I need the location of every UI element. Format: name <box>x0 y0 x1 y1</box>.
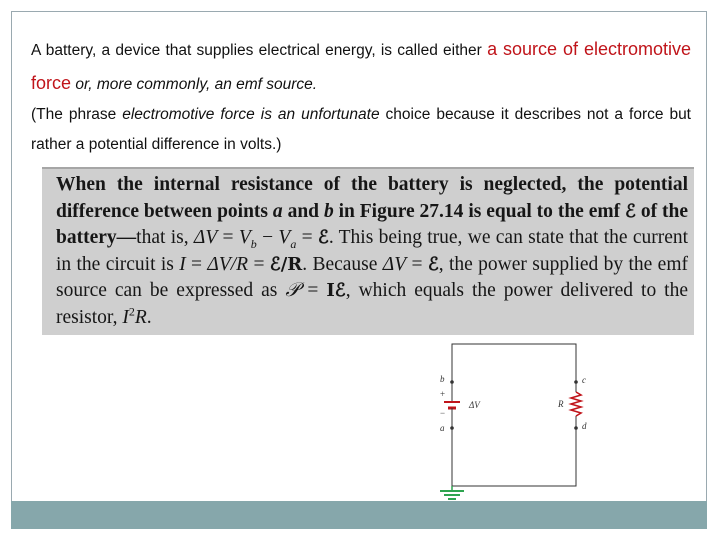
excerpt-sentence-2: . This being true, we can state that the current in the circuit is <box>56 227 689 275</box>
node-c <box>574 380 578 384</box>
excerpt-power-text: , the power supplied by the emf source can be expressed as <box>56 253 688 301</box>
excerpt-emf-after-eq: ℰ <box>317 227 329 248</box>
intro-text-after: or, more commonly, an emf source. <box>71 76 318 93</box>
note-rest: choice because it describes not a force but rather a potential difference in volts.) <box>31 106 691 153</box>
label-a: a <box>440 423 445 433</box>
excerpt-va: V <box>278 227 291 248</box>
label-plus: + <box>440 389 446 399</box>
node-a <box>450 426 454 430</box>
excerpt-point-a: a <box>272 200 283 222</box>
excerpt-eq4: = <box>248 253 270 275</box>
excerpt-minus: − <box>256 227 279 248</box>
excerpt-dash: — <box>116 227 137 248</box>
excerpt-end: . <box>146 306 152 328</box>
circuit-diagram <box>430 336 610 506</box>
excerpt-eq6: = <box>299 280 327 301</box>
excerpt-eq2: = <box>296 227 318 248</box>
excerpt-point-b: b <box>323 200 334 222</box>
excerpt-r: R <box>134 306 147 328</box>
excerpt-bold-lead: When the internal resistance of the battery is neglected, the potential difference between points <box>56 174 688 222</box>
excerpt-of-battery: of the battery <box>56 200 688 248</box>
resistor-zigzag <box>571 392 581 416</box>
excerpt-that-is: that is, <box>136 227 194 248</box>
excerpt-sup-2: 2 <box>128 304 135 318</box>
excerpt-and: and <box>282 200 324 222</box>
node-d <box>574 426 578 430</box>
ground-icon <box>440 486 464 499</box>
excerpt-emf-over-r: ℰ/R <box>269 253 303 275</box>
excerpt-eq3: = <box>185 253 208 275</box>
excerpt-delta-v: ΔV <box>193 227 218 248</box>
excerpt-sub-b: b <box>250 236 257 251</box>
intro-text-before: A battery, a device that supplies electrical energy, is called either <box>31 42 488 59</box>
label-minus: − <box>440 408 446 418</box>
top-wire <box>452 344 576 382</box>
excerpt-because: . Because <box>302 253 383 275</box>
excerpt-sub-a: a <box>290 236 297 251</box>
excerpt-vb: V <box>238 227 251 248</box>
intro-paragraph <box>31 33 691 101</box>
label-c: c <box>582 375 586 385</box>
node-b <box>450 380 454 384</box>
label-delta-v: ΔV <box>469 400 480 410</box>
excerpt-emf3: ℰ <box>427 253 439 275</box>
excerpt-emf-symbol: ℰ <box>625 200 636 222</box>
excerpt-i-squared: I <box>122 306 129 328</box>
excerpt-equals-text: , which equals the power delivered to the resistor, <box>56 280 688 328</box>
excerpt-current-i: I <box>179 253 186 275</box>
excerpt-in-figure: in Figure 27.14 is equal to the emf <box>333 200 626 222</box>
label-b: b <box>440 374 445 384</box>
bottom-wire <box>452 428 576 486</box>
excerpt-eq5: = <box>406 253 428 275</box>
excerpt-eq1: = <box>217 227 239 248</box>
textbook-excerpt <box>42 167 694 335</box>
label-d: d <box>582 421 587 431</box>
label-r: R <box>558 399 564 409</box>
note-italic-phrase: electromotive force is an unfortunate <box>122 106 380 123</box>
note-paragraph <box>31 100 691 160</box>
excerpt-i-emf: Iℰ <box>326 280 346 301</box>
note-open: (The phrase <box>31 106 123 123</box>
excerpt-dv3: ΔV <box>382 253 407 275</box>
emf-term: a source of electromotive force <box>31 39 691 93</box>
excerpt-power-symbol: 𝒫 <box>285 280 300 301</box>
excerpt-dv-over-r: ΔV/R <box>207 253 249 275</box>
